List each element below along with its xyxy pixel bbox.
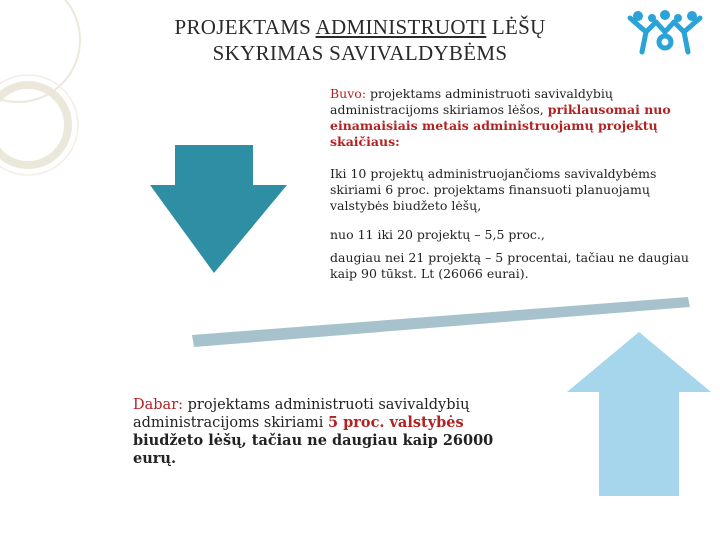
now-highlight: 5 proc. valstybės bbox=[328, 414, 464, 431]
down-arrow-icon bbox=[150, 145, 290, 275]
tier-item: nuo 11 iki 20 projektų – 5,5 proc., bbox=[330, 227, 545, 242]
tier-item: daugiau nei 21 projektą – 5 procentai, tačiau ne daugiau kaip 90 tūkst. Lt (26066 eurai). bbox=[330, 250, 689, 281]
up-arrow-icon bbox=[565, 330, 715, 500]
now-label: Dabar: bbox=[133, 397, 184, 413]
slide-title: PROJEKTAMS ADMINISTRUOTI LĖŠŲ SKYRIMAS SAVIVALDYBĖMS bbox=[174, 15, 546, 65]
before-highlight: priklausomai nuo einamaisiais metais administruojamų projektų skaičiaus: bbox=[330, 102, 671, 149]
now-description: Dabar: projektams administruoti savivaldybių administracijoms skiriami 5 proc. valstybės biudžeto lėšų, tačiau ne daugiau kaip 26000 eurų. bbox=[133, 397, 494, 467]
title-underlined-word: ADMINISTRUOTI bbox=[315, 15, 487, 39]
tier-item: Iki 10 projektų administruojančioms savivaldybėms skiriami 6 proc. projektams finansuoti planuojamų valstybės biudžeto lėšų, bbox=[330, 166, 657, 213]
people-circle-logo-icon bbox=[622, 8, 708, 58]
before-label: Buvo: bbox=[330, 86, 367, 101]
before-description: Buvo: projektams administruoti savivaldybių administracijoms skiriamos lėšos, priklausomai nuo einamaisiais metais administruojamų projektų skaičiaus: bbox=[330, 86, 671, 149]
